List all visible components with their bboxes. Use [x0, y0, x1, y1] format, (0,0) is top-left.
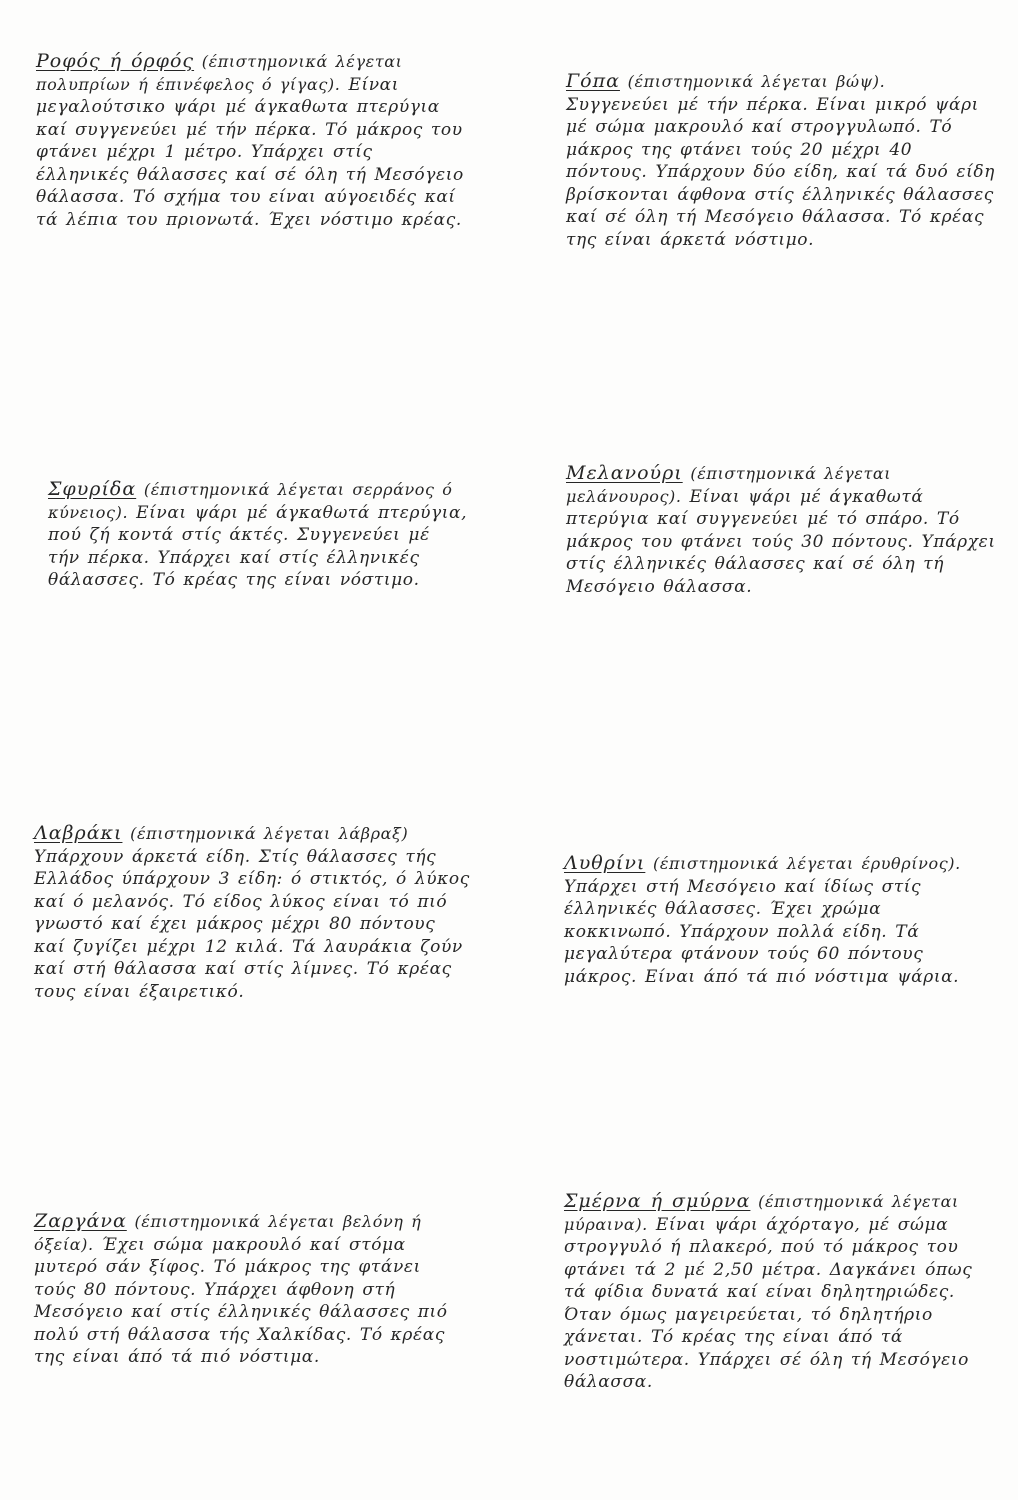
entry-scientific-name: (έπιστημονικά λέγεται σερράνος ό κύνειος).: [48, 480, 453, 522]
entry-smerna: [564, 1190, 994, 1394]
entry-body: Είναι μεγαλούτσικο ψάρι μέ άγκαθωτα πτερύγια καί συγγενεύει μέ τήν πέρκα. Τό μάκρος του φτάνει μέχρι 1 μέτρο. Υπάρχει στίς έλληνικές θάλασσες καί σέ όλη τή Μεσόγειο θάλασσα. Τό σχήμα του είναι αύγοειδές καί τά λέπια του πριονωτά. Έχει νόστιμο κρέας.: [36, 74, 464, 230]
entry-body: Είναι ψάρι μέ άγκαθωτά πτερύγια καί συγγενεύει μέ τό σπάρο. Τό μάκρος του φτάνει τούς 30 πόντους. Υπάρχει στίς έλληνικές θάλασσες καί σέ όλη τή Μεσόγειο θάλασσα.: [566, 486, 996, 597]
entry-body: Υπάρχει στή Μεσόγειο καί ίδίως στίς έλληνικές θάλασσες. Έχει χρώμα κοκκινωπό. Υπάρχουν πολλά είδη. Τά μεγαλύτερα φτάνουν τούς 60 πόντους μάκρος. Είναι άπό τά πιό νόστιμα ψάρια.: [564, 876, 960, 987]
entry-body: Είναι ψάρι άχόρταγο, μέ σώμα στρογγυλό ή πλακερό, πού τό μάκρος του φτάνει τά 2 μέ 2,50 μέτρα. Δαγκάνει όπως τά φίδια δυνατά καί είναι δηλητηριώδες. Όταν όμως μαγειρεύεται, τό δηλητήριο χάνεται. Τό κρέας της είναι άπό τά νοστιμώτερα. Υπάρχει σέ όλη τή Μεσόγειο θάλασσα.: [564, 1214, 973, 1392]
entry-body: Είναι ψάρι μέ άγκαθωτά πτερύγια, πού ζή κοντά στίς άκτές. Συγγενεύει μέ τήν πέρκα. Υπάρχει καί στίς έλληνικές θάλασσες. Τό κρέας της είναι νόστιμο.: [48, 502, 468, 590]
entry-body: Έχει σώμα μακρουλό καί στόμα μυτερό σάν ξίφος. Τό μάκρος της φτάνει τούς 80 πόντους. Υπάρχει άφθονη στή Μεσόγειο καί στίς έλληνικές θάλασσες πιό πολύ στή θάλασσα τής Χαλκίδας. Τό κρέας της είναι άπό τά πιό νόστιμα.: [34, 1234, 448, 1367]
entry-rofos: [36, 50, 466, 231]
entry-lythrini: [564, 852, 994, 988]
entry-melanouri: [566, 462, 996, 598]
entry-body: Συγγενεύει μέ τήν πέρκα. Είναι μικρό ψάρι μέ σώμα μακρουλό καί στρογγυλωπό. Τό μάκρος της φτάνει τούς 20 μέχρι 40 πόντους. Υπάρχουν δύο είδη, καί τά δυό είδη βρίσκονται άφθονα στίς έλληνικές θάλασσες καί σέ όλη τή Μεσόγειο θάλασσα. Τό κρέας της είναι άρκετά νόστιμο.: [566, 94, 995, 250]
entry-heading: Ροφός ή όρφός: [36, 50, 195, 72]
entry-scientific-name: (έπιστημονικά λέγεται μύραινα).: [564, 1192, 959, 1234]
entry-sfyrida: [48, 478, 468, 592]
entry-scientific-name: (έπιστημονικά λέγεται βελόνη ή όξεία).: [34, 1212, 422, 1254]
entry-scientific-name: (έπιστημονικά λέγεται πολυπρίων ή έπινέφελος ό γίγας).: [36, 52, 403, 94]
entry-scientific-name: (έπιστημονικά λέγεται βώψ).: [619, 72, 886, 91]
entry-heading: Λυθρίνι: [564, 852, 646, 874]
entry-scientific-name: (έπιστημονικά λέγεται λάβραξ): [122, 824, 409, 843]
entry-heading: Γόπα: [566, 70, 620, 92]
entry-gopa: [566, 70, 996, 251]
entry-heading: Σφυρίδα: [48, 478, 137, 500]
entry-heading: Μελανούρι: [566, 462, 683, 484]
entry-body: Υπάρχουν άρκετά είδη. Στίς θάλασσες τής Ελλάδος ύπάρχουν 3 είδη: ό στικτός, ό λύκος καί ό μελανός. Τό είδος λύκος είναι τό πιό γνωστό καί έχει μάκρος μέχρι 80 πόντους καί ζυγίζει μέχρι 12 κιλά. Τά λαυράκια ζούν καί στή θάλασσα καί στίς λίμνες. Τό κρέας τους είναι έξαιρετικό.: [34, 846, 470, 1002]
entry-lavraki: [34, 822, 474, 1003]
entry-heading: Λαβράκι: [34, 822, 123, 844]
entry-zargana: [34, 1210, 464, 1369]
entry-scientific-name: (έπιστημονικά λέγεται μελάνουρος).: [566, 464, 892, 506]
entry-heading: Ζαργάνα: [34, 1210, 127, 1232]
entry-scientific-name: (έπιστημονικά λέγεται έρυθρίνος).: [645, 854, 961, 873]
entry-heading: Σμέρνα ή σμύρνα: [564, 1190, 751, 1212]
